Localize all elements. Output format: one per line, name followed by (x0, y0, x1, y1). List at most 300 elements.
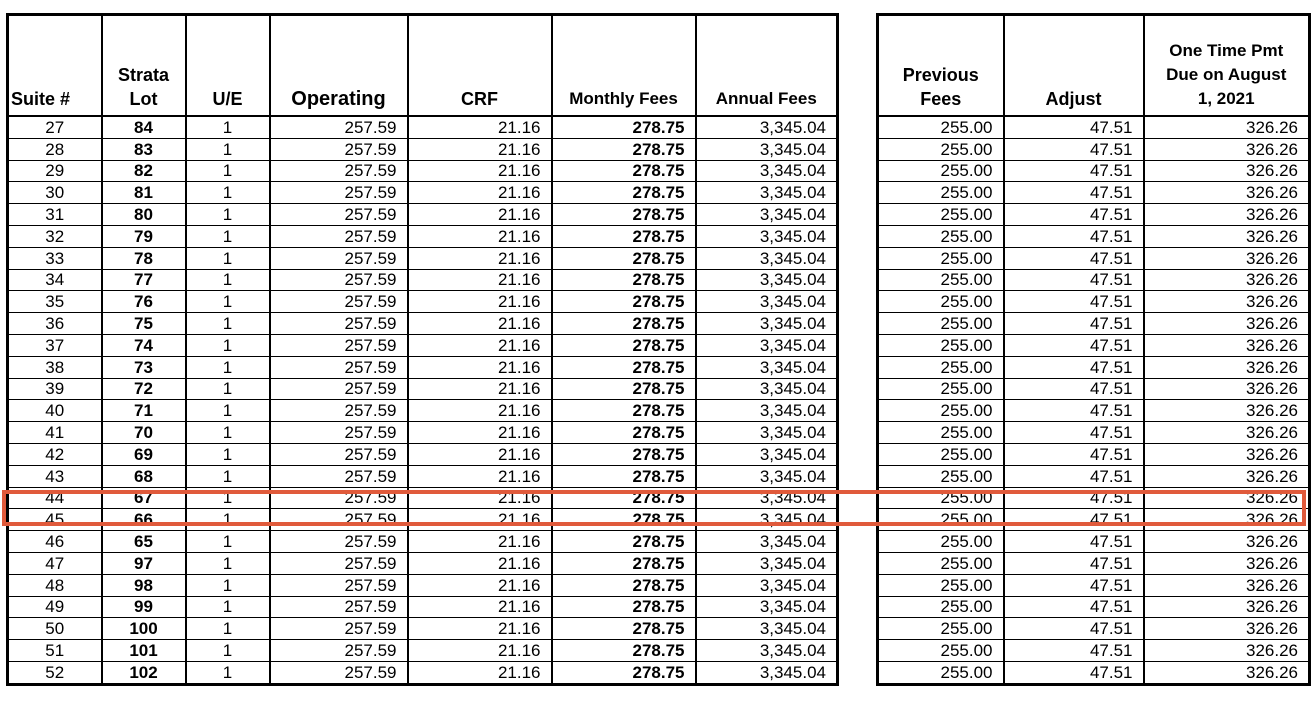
cell-onetime: 326.26 (1144, 400, 1310, 422)
cell-adjust: 47.51 (1004, 204, 1144, 226)
table-row (878, 334, 1310, 356)
cell-annual: 3,345.04 (696, 356, 838, 378)
cell-ue: 1 (186, 552, 270, 574)
cell-onetime: 326.26 (1144, 269, 1310, 291)
cell-crf: 21.16 (408, 182, 552, 204)
table-row (8, 509, 838, 531)
cell-ue: 1 (186, 204, 270, 226)
cell-onetime: 326.26 (1144, 640, 1310, 662)
cell-lot: 66 (102, 509, 186, 531)
cell-previous: 255.00 (878, 182, 1004, 204)
cell-annual: 3,345.04 (696, 116, 838, 138)
cell-monthly: 278.75 (552, 509, 696, 531)
cell-adjust: 47.51 (1004, 640, 1144, 662)
cell-lot: 99 (102, 596, 186, 618)
cell-suite: 45 (8, 509, 102, 531)
cell-ue: 1 (186, 400, 270, 422)
cell-previous: 255.00 (878, 618, 1004, 640)
cell-ue: 1 (186, 618, 270, 640)
header-one-time-pmt: One Time Pmt Due on August 1, 2021 (1144, 15, 1310, 117)
cell-lot: 77 (102, 269, 186, 291)
table-row (8, 204, 838, 226)
cell-annual: 3,345.04 (696, 661, 838, 684)
cell-ue: 1 (186, 574, 270, 596)
cell-previous: 255.00 (878, 378, 1004, 400)
cell-lot: 84 (102, 116, 186, 138)
cell-crf: 21.16 (408, 269, 552, 291)
cell-monthly: 278.75 (552, 204, 696, 226)
cell-onetime: 326.26 (1144, 247, 1310, 269)
table-row (8, 552, 838, 574)
cell-annual: 3,345.04 (696, 247, 838, 269)
cell-operating: 257.59 (270, 356, 408, 378)
table-row (8, 160, 838, 182)
cell-monthly: 278.75 (552, 487, 696, 509)
fees-table-right (876, 13, 1311, 686)
cell-lot: 101 (102, 640, 186, 662)
cell-crf: 21.16 (408, 596, 552, 618)
cell-suite: 34 (8, 269, 102, 291)
cell-adjust: 47.51 (1004, 313, 1144, 335)
cell-adjust: 47.51 (1004, 400, 1144, 422)
cell-crf: 21.16 (408, 247, 552, 269)
table-row (878, 465, 1310, 487)
cell-previous: 255.00 (878, 509, 1004, 531)
table-row (878, 443, 1310, 465)
cell-annual: 3,345.04 (696, 334, 838, 356)
cell-monthly: 278.75 (552, 422, 696, 444)
table-row (878, 269, 1310, 291)
cell-ue: 1 (186, 596, 270, 618)
cell-ue: 1 (186, 531, 270, 553)
cell-adjust: 47.51 (1004, 378, 1144, 400)
cell-annual: 3,345.04 (696, 443, 838, 465)
cell-suite: 33 (8, 247, 102, 269)
cell-ue: 1 (186, 487, 270, 509)
cell-adjust: 47.51 (1004, 487, 1144, 509)
cell-adjust: 47.51 (1004, 116, 1144, 138)
table-row (878, 509, 1310, 531)
cell-monthly: 278.75 (552, 640, 696, 662)
cell-monthly: 278.75 (552, 378, 696, 400)
cell-crf: 21.16 (408, 531, 552, 553)
cell-suite: 47 (8, 552, 102, 574)
cell-crf: 21.16 (408, 574, 552, 596)
cell-suite: 30 (8, 182, 102, 204)
cell-lot: 72 (102, 378, 186, 400)
table-row (8, 334, 838, 356)
cell-previous: 255.00 (878, 247, 1004, 269)
cell-monthly: 278.75 (552, 269, 696, 291)
cell-lot: 100 (102, 618, 186, 640)
cell-crf: 21.16 (408, 422, 552, 444)
table-row (8, 138, 838, 160)
table-row (878, 618, 1310, 640)
cell-annual: 3,345.04 (696, 465, 838, 487)
cell-crf: 21.16 (408, 487, 552, 509)
cell-annual: 3,345.04 (696, 269, 838, 291)
cell-crf: 21.16 (408, 160, 552, 182)
cell-crf: 21.16 (408, 291, 552, 313)
fees-table-left (6, 13, 839, 686)
table-row (8, 225, 838, 247)
table-row (878, 661, 1310, 684)
table-row (878, 531, 1310, 553)
cell-ue: 1 (186, 661, 270, 684)
cell-onetime: 326.26 (1144, 443, 1310, 465)
cell-operating: 257.59 (270, 313, 408, 335)
cell-ue: 1 (186, 313, 270, 335)
cell-previous: 255.00 (878, 640, 1004, 662)
cell-onetime: 326.26 (1144, 138, 1310, 160)
cell-lot: 80 (102, 204, 186, 226)
cell-monthly: 278.75 (552, 574, 696, 596)
cell-previous: 255.00 (878, 552, 1004, 574)
cell-adjust: 47.51 (1004, 574, 1144, 596)
cell-lot: 76 (102, 291, 186, 313)
cell-onetime: 326.26 (1144, 116, 1310, 138)
cell-onetime: 326.26 (1144, 509, 1310, 531)
cell-lot: 82 (102, 160, 186, 182)
header-strata-lot: Strata Lot (102, 15, 186, 117)
cell-operating: 257.59 (270, 487, 408, 509)
cell-ue: 1 (186, 291, 270, 313)
cell-onetime: 326.26 (1144, 356, 1310, 378)
cell-annual: 3,345.04 (696, 400, 838, 422)
cell-suite: 52 (8, 661, 102, 684)
cell-monthly: 278.75 (552, 334, 696, 356)
cell-crf: 21.16 (408, 378, 552, 400)
cell-monthly: 278.75 (552, 160, 696, 182)
cell-previous: 255.00 (878, 531, 1004, 553)
cell-crf: 21.16 (408, 618, 552, 640)
cell-suite: 40 (8, 400, 102, 422)
header-adjust: Adjust (1004, 15, 1144, 117)
cell-onetime: 326.26 (1144, 618, 1310, 640)
cell-operating: 257.59 (270, 269, 408, 291)
cell-suite: 28 (8, 138, 102, 160)
cell-suite: 43 (8, 465, 102, 487)
cell-previous: 255.00 (878, 574, 1004, 596)
table-row (878, 313, 1310, 335)
cell-monthly: 278.75 (552, 247, 696, 269)
cell-annual: 3,345.04 (696, 204, 838, 226)
cell-suite: 36 (8, 313, 102, 335)
table-row (878, 204, 1310, 226)
table-row (8, 182, 838, 204)
cell-annual: 3,345.04 (696, 422, 838, 444)
cell-previous: 255.00 (878, 269, 1004, 291)
cell-operating: 257.59 (270, 378, 408, 400)
cell-suite: 27 (8, 116, 102, 138)
cell-annual: 3,345.04 (696, 487, 838, 509)
cell-crf: 21.16 (408, 509, 552, 531)
cell-crf: 21.16 (408, 400, 552, 422)
table-row (8, 269, 838, 291)
cell-onetime: 326.26 (1144, 596, 1310, 618)
table-row (8, 640, 838, 662)
cell-previous: 255.00 (878, 138, 1004, 160)
cell-onetime: 326.26 (1144, 552, 1310, 574)
cell-lot: 68 (102, 465, 186, 487)
table-row (878, 640, 1310, 662)
cell-lot: 78 (102, 247, 186, 269)
table-row (8, 574, 838, 596)
table-row (878, 160, 1310, 182)
cell-previous: 255.00 (878, 160, 1004, 182)
cell-suite: 48 (8, 574, 102, 596)
cell-previous: 255.00 (878, 422, 1004, 444)
cell-operating: 257.59 (270, 596, 408, 618)
cell-suite: 46 (8, 531, 102, 553)
cell-monthly: 278.75 (552, 465, 696, 487)
cell-previous: 255.00 (878, 225, 1004, 247)
cell-annual: 3,345.04 (696, 574, 838, 596)
cell-operating: 257.59 (270, 509, 408, 531)
cell-annual: 3,345.04 (696, 618, 838, 640)
cell-ue: 1 (186, 116, 270, 138)
table-row (8, 116, 838, 138)
cell-previous: 255.00 (878, 334, 1004, 356)
cell-operating: 257.59 (270, 291, 408, 313)
cell-onetime: 326.26 (1144, 182, 1310, 204)
cell-onetime: 326.26 (1144, 487, 1310, 509)
cell-monthly: 278.75 (552, 531, 696, 553)
cell-crf: 21.16 (408, 138, 552, 160)
table-row (8, 487, 838, 509)
cell-onetime: 326.26 (1144, 334, 1310, 356)
table-row (878, 356, 1310, 378)
cell-crf: 21.16 (408, 661, 552, 684)
cell-operating: 257.59 (270, 116, 408, 138)
header-row-right (878, 15, 1310, 117)
header-ue: U/E (186, 15, 270, 117)
cell-previous: 255.00 (878, 443, 1004, 465)
cell-suite: 35 (8, 291, 102, 313)
cell-previous: 255.00 (878, 356, 1004, 378)
cell-annual: 3,345.04 (696, 291, 838, 313)
cell-suite: 32 (8, 225, 102, 247)
cell-previous: 255.00 (878, 313, 1004, 335)
cell-monthly: 278.75 (552, 618, 696, 640)
cell-suite: 41 (8, 422, 102, 444)
cell-lot: 67 (102, 487, 186, 509)
cell-suite: 49 (8, 596, 102, 618)
cell-adjust: 47.51 (1004, 269, 1144, 291)
cell-lot: 70 (102, 422, 186, 444)
cell-monthly: 278.75 (552, 552, 696, 574)
cell-adjust: 47.51 (1004, 182, 1144, 204)
cell-crf: 21.16 (408, 443, 552, 465)
cell-adjust: 47.51 (1004, 465, 1144, 487)
table-row (8, 531, 838, 553)
cell-adjust: 47.51 (1004, 138, 1144, 160)
cell-suite: 51 (8, 640, 102, 662)
table-row (8, 596, 838, 618)
table-row (878, 378, 1310, 400)
cell-monthly: 278.75 (552, 116, 696, 138)
cell-annual: 3,345.04 (696, 138, 838, 160)
cell-operating: 257.59 (270, 225, 408, 247)
cell-onetime: 326.26 (1144, 225, 1310, 247)
table-row (8, 291, 838, 313)
cell-ue: 1 (186, 443, 270, 465)
header-annual-fees: Annual Fees (696, 15, 838, 117)
cell-operating: 257.59 (270, 465, 408, 487)
cell-ue: 1 (186, 640, 270, 662)
cell-previous: 255.00 (878, 291, 1004, 313)
cell-operating: 257.59 (270, 247, 408, 269)
table-row (8, 422, 838, 444)
table-row (878, 225, 1310, 247)
table-row (878, 182, 1310, 204)
cell-previous: 255.00 (878, 661, 1004, 684)
cell-crf: 21.16 (408, 356, 552, 378)
cell-onetime: 326.26 (1144, 574, 1310, 596)
table-row (878, 247, 1310, 269)
cell-operating: 257.59 (270, 618, 408, 640)
table-row (8, 661, 838, 684)
cell-adjust: 47.51 (1004, 334, 1144, 356)
cell-annual: 3,345.04 (696, 378, 838, 400)
cell-operating: 257.59 (270, 574, 408, 596)
cell-suite: 37 (8, 334, 102, 356)
cell-onetime: 326.26 (1144, 204, 1310, 226)
cell-operating: 257.59 (270, 422, 408, 444)
cell-monthly: 278.75 (552, 225, 696, 247)
cell-monthly: 278.75 (552, 138, 696, 160)
cell-adjust: 47.51 (1004, 531, 1144, 553)
cell-monthly: 278.75 (552, 313, 696, 335)
cell-onetime: 326.26 (1144, 313, 1310, 335)
table-row (8, 313, 838, 335)
cell-operating: 257.59 (270, 138, 408, 160)
header-suite: Suite # (8, 15, 102, 117)
cell-adjust: 47.51 (1004, 291, 1144, 313)
cell-suite: 29 (8, 160, 102, 182)
cell-adjust: 47.51 (1004, 618, 1144, 640)
cell-operating: 257.59 (270, 640, 408, 662)
cell-lot: 65 (102, 531, 186, 553)
cell-suite: 42 (8, 443, 102, 465)
cell-annual: 3,345.04 (696, 596, 838, 618)
cell-adjust: 47.51 (1004, 552, 1144, 574)
table-row (878, 400, 1310, 422)
cell-lot: 75 (102, 313, 186, 335)
cell-monthly: 278.75 (552, 291, 696, 313)
cell-annual: 3,345.04 (696, 313, 838, 335)
cell-adjust: 47.51 (1004, 160, 1144, 182)
table-row (878, 116, 1310, 138)
cell-operating: 257.59 (270, 160, 408, 182)
table-row (8, 247, 838, 269)
table-row (8, 356, 838, 378)
cell-ue: 1 (186, 182, 270, 204)
cell-lot: 97 (102, 552, 186, 574)
cell-adjust: 47.51 (1004, 661, 1144, 684)
cell-previous: 255.00 (878, 400, 1004, 422)
cell-lot: 102 (102, 661, 186, 684)
cell-ue: 1 (186, 160, 270, 182)
cell-lot: 98 (102, 574, 186, 596)
header-operating: Operating (270, 15, 408, 117)
cell-operating: 257.59 (270, 400, 408, 422)
cell-monthly: 278.75 (552, 356, 696, 378)
cell-adjust: 47.51 (1004, 225, 1144, 247)
cell-ue: 1 (186, 334, 270, 356)
cell-ue: 1 (186, 422, 270, 444)
cell-crf: 21.16 (408, 640, 552, 662)
cell-suite: 31 (8, 204, 102, 226)
table-row (8, 618, 838, 640)
cell-crf: 21.16 (408, 465, 552, 487)
cell-adjust: 47.51 (1004, 356, 1144, 378)
cell-ue: 1 (186, 509, 270, 531)
header-monthly-fees: Monthly Fees (552, 15, 696, 117)
header-crf: CRF (408, 15, 552, 117)
cell-previous: 255.00 (878, 116, 1004, 138)
cell-monthly: 278.75 (552, 182, 696, 204)
cell-operating: 257.59 (270, 204, 408, 226)
cell-adjust: 47.51 (1004, 443, 1144, 465)
cell-ue: 1 (186, 356, 270, 378)
table-row (878, 574, 1310, 596)
cell-operating: 257.59 (270, 334, 408, 356)
cell-ue: 1 (186, 465, 270, 487)
cell-suite: 38 (8, 356, 102, 378)
cell-crf: 21.16 (408, 552, 552, 574)
cell-crf: 21.16 (408, 204, 552, 226)
cell-operating: 257.59 (270, 552, 408, 574)
cell-lot: 83 (102, 138, 186, 160)
cell-adjust: 47.51 (1004, 247, 1144, 269)
cell-onetime: 326.26 (1144, 661, 1310, 684)
cell-annual: 3,345.04 (696, 640, 838, 662)
cell-annual: 3,345.04 (696, 531, 838, 553)
header-row-left (8, 15, 838, 117)
table-row (878, 422, 1310, 444)
cell-lot: 71 (102, 400, 186, 422)
table-row (8, 443, 838, 465)
cell-adjust: 47.51 (1004, 509, 1144, 531)
table-row (8, 378, 838, 400)
cell-ue: 1 (186, 138, 270, 160)
cell-annual: 3,345.04 (696, 182, 838, 204)
cell-adjust: 47.51 (1004, 596, 1144, 618)
header-previous-fees: Previous Fees (878, 15, 1004, 117)
cell-adjust: 47.51 (1004, 422, 1144, 444)
table-row (878, 552, 1310, 574)
table-row (8, 465, 838, 487)
cell-lot: 69 (102, 443, 186, 465)
cell-monthly: 278.75 (552, 443, 696, 465)
cell-lot: 73 (102, 356, 186, 378)
cell-previous: 255.00 (878, 596, 1004, 618)
cell-ue: 1 (186, 225, 270, 247)
cell-operating: 257.59 (270, 531, 408, 553)
cell-previous: 255.00 (878, 487, 1004, 509)
cell-lot: 79 (102, 225, 186, 247)
table-row (878, 596, 1310, 618)
cell-previous: 255.00 (878, 204, 1004, 226)
cell-crf: 21.16 (408, 334, 552, 356)
cell-annual: 3,345.04 (696, 225, 838, 247)
cell-operating: 257.59 (270, 661, 408, 684)
cell-onetime: 326.26 (1144, 378, 1310, 400)
cell-operating: 257.59 (270, 443, 408, 465)
cell-suite: 39 (8, 378, 102, 400)
cell-onetime: 326.26 (1144, 422, 1310, 444)
